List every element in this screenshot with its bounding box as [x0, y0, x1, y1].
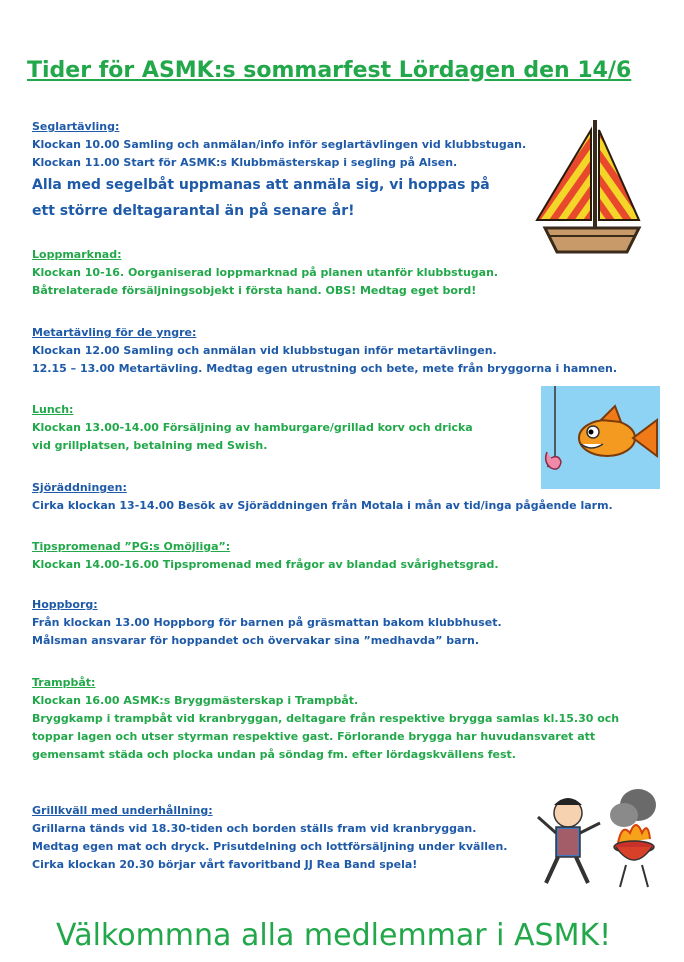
- section-line: Klockan 16.00 ASMK:s Bryggmästerskap i Trampbåt.: [32, 694, 359, 707]
- section-trampbat: [32, 674, 632, 764]
- section-heading: Loppmarknad:: [32, 248, 122, 261]
- emphasis-line: ett större deltagarantal än på senare år!: [32, 203, 355, 219]
- section-line: Bryggkamp i trampbåt vid kranbryggan, deltagare från respektive brygga samlas kl.15.30 och toppar lagen och utser styrman respektive gast. Förlorande brygga har huvudansvaret att gemensamt städa och plocka undan på söndag fm. efter lördagskvällens fest.: [32, 712, 620, 761]
- emphasis-line: Alla med segelbåt uppmanas att anmäla sig, vi hoppas på: [32, 177, 490, 193]
- section-line: Målsman ansvarar för hoppandet och övervakar sina ”medhavda” barn.: [32, 634, 480, 647]
- section-loppmarknad: [32, 246, 498, 300]
- footer-welcome: Välkommna alla medlemmar i ASMK!: [56, 918, 612, 953]
- section-line: Klockan 10-16. Oorganiserad loppmarknad på planen utanför klubbstugan.: [32, 266, 499, 279]
- section-line: Cirka klockan 20.30 börjar vårt favoritband JJ Rea Band spela!: [32, 858, 418, 871]
- section-heading: Lunch:: [32, 403, 74, 416]
- page-title: Tider för ASMK:s sommarfest Lördagen den 14/6: [27, 58, 632, 83]
- section-line: Klockan 10.00 Samling och anmälan/info inför seglartävlingen vid klubbstugan.: [32, 138, 527, 151]
- section-tipspromenad: [32, 538, 499, 574]
- section-line: Klockan 13.00-14.00 Försäljning av hamburgare/grillad korv och dricka: [32, 421, 473, 434]
- section-line: vid grillplatsen, betalning med Swish.: [32, 439, 268, 452]
- section-seglartavling: [32, 118, 526, 224]
- section-heading: Seglartävling:: [32, 120, 120, 133]
- section-line: Klockan 12.00 Samling och anmälan vid klubbstugan inför metartävlingen.: [32, 344, 497, 357]
- section-line: Båtrelaterade försäljningsobjekt i första hand. OBS! Medtag eget bord!: [32, 284, 477, 297]
- section-heading: Trampbåt:: [32, 676, 96, 689]
- section-heading: Hoppborg:: [32, 598, 98, 611]
- section-line: Klockan 14.00-16.00 Tipspromenad med frågor av blandad svårighetsgrad.: [32, 558, 499, 571]
- section-line: 12.15 – 13.00 Metartävling. Medtag egen utrustning och bete, mete från bryggorna i hamnen.: [32, 362, 618, 375]
- section-heading: Metartävling för de yngre:: [32, 326, 197, 339]
- section-lunch: [32, 401, 473, 455]
- section-line: Grillarna tänds vid 18.30-tiden och borden ställs fram vid kranbryggan.: [32, 822, 477, 835]
- fish-on-hook-icon: [541, 386, 660, 489]
- section-heading: Tipspromenad ”PG:s Omöjliga”:: [32, 540, 231, 553]
- section-grillkvall: [32, 802, 507, 874]
- section-line: Från klockan 13.00 Hoppborg för barnen på gräsmattan bakom klubbhuset.: [32, 616, 502, 629]
- section-hoppborg: [32, 596, 502, 650]
- section-sjoraddningen: [32, 479, 613, 515]
- section-line: Medtag egen mat och dryck. Prisutdelning och lottförsäljning under kvällen.: [32, 840, 508, 853]
- sailboat-icon: [535, 118, 647, 258]
- section-heading: Grillkväll med underhållning:: [32, 804, 213, 817]
- section-line: Cirka klockan 13-14.00 Besök av Sjöräddningen från Motala i mån av tid/inga pågående larm.: [32, 499, 613, 512]
- grilling-man-icon: [528, 783, 664, 893]
- section-line: Klockan 11.00 Start för ASMK:s Klubbmästerskap i segling på Alsen.: [32, 156, 458, 169]
- section-heading: Sjöräddningen:: [32, 481, 127, 494]
- section-metartavling: [32, 324, 617, 378]
